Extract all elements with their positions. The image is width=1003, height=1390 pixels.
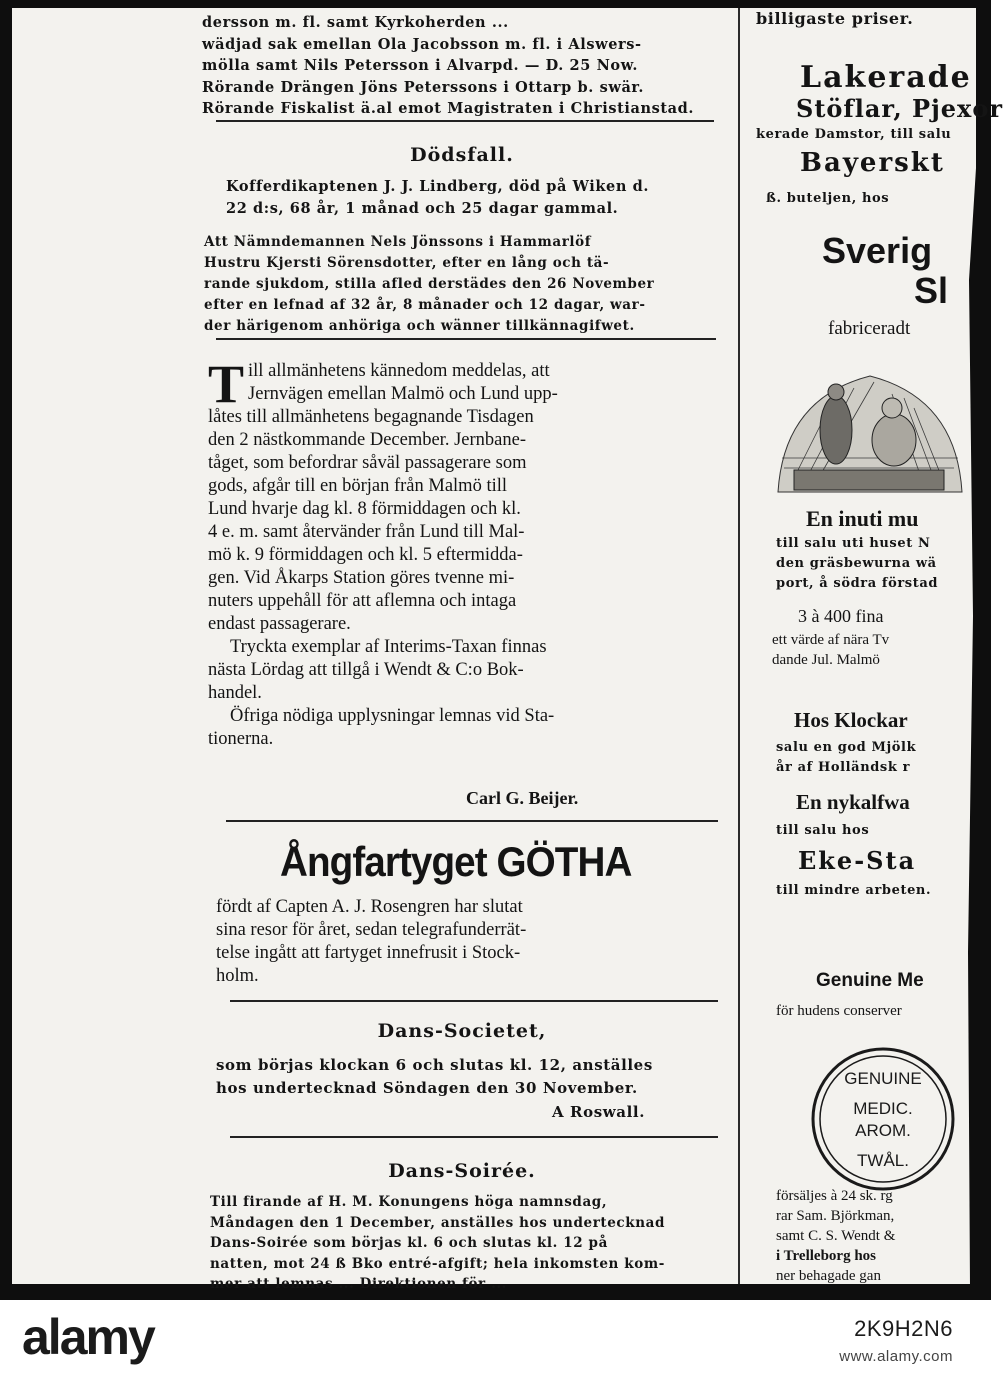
intro-line: wädjad sak emellan Ola Jacobsson m. fl. i Alswers- xyxy=(202,35,642,53)
rc-bayerskt: Bayerskt xyxy=(800,148,945,178)
rc-genuine: Genuine Me xyxy=(816,970,924,991)
intro-line: Rörande Fiskalist ä.al emot Magistraten i Christianstad. xyxy=(202,100,695,117)
railway-line: nästa Lördag att tillgå i Wendt & C:o Bok- xyxy=(208,660,524,680)
stamp-line-3: AROM. xyxy=(855,1121,911,1140)
rc-genuine-sub: för hudens conserver xyxy=(776,1003,902,1019)
ship-line: telse ingått att fartyget innefrusit i Stock- xyxy=(216,943,521,963)
death-line: der härigenom anhöriga och wänner tillkännagifwet. xyxy=(204,318,635,334)
death-line: rande sjukdom, stilla afled derstädes den 26 November xyxy=(204,276,655,292)
railway-line: Öfriga nödiga upplysningar lemnas vid Sta- xyxy=(230,706,555,726)
death-heading: Dödsfall. xyxy=(410,144,514,166)
newspaper-page xyxy=(12,8,1003,1292)
divider xyxy=(230,1136,718,1138)
rc-price-text xyxy=(772,630,889,670)
rc-line: i Trelleborg hos xyxy=(776,1248,877,1264)
dance-soiree-notice xyxy=(210,1192,665,1295)
death-line: 22 d:s, 68 år, 1 månad och 25 dagar gammal. xyxy=(226,199,619,217)
dance-society-line: som börjas klockan 6 och slutas kl. 12, anställes xyxy=(216,1056,653,1074)
death-line: Kofferdikaptenen J. J. Lindberg, död på Wiken d. xyxy=(226,178,650,195)
railway-line: gods, afgår till en början från Malmö till xyxy=(208,476,508,496)
dance-soiree-line: mer att lemnas ... Direktionen för ... xyxy=(210,1276,507,1292)
rc-line: försäljes à 24 sk. rg xyxy=(776,1188,893,1204)
intro-line: dersson m. fl. samt Kyrkoherden ... xyxy=(202,14,509,31)
stamp-line-2: MEDIC. xyxy=(853,1099,913,1118)
dropcap: T xyxy=(208,354,245,414)
rc-hos-klockar: Hos Klockar xyxy=(794,708,908,732)
rc-eke-sub: till mindre arbeten. xyxy=(776,883,932,898)
railway-line: handel. xyxy=(208,683,262,703)
rc-line: ett värde af nära Tv xyxy=(772,632,890,648)
intro-line: mölla samt Nils Petersson i Alvarpd. — D. 25 Now. xyxy=(202,57,638,74)
rc-sverige-2: Sl xyxy=(914,270,949,311)
rc-en-nykalf: En nykalfwa xyxy=(796,790,910,814)
rc-line: samt C. S. Wendt & xyxy=(776,1228,896,1244)
railway-line: tåget, som befordrar såväl passagerare som xyxy=(208,453,527,473)
rc-en-nykalf-sub: till salu hos xyxy=(776,823,870,838)
rc-price: 3 à 400 fina xyxy=(798,606,884,626)
rc-hos-text xyxy=(776,738,916,778)
railway-line: 4 e. m. samt återvänder från Lund till Mal- xyxy=(208,522,525,542)
rc-line: port, å södra förstad xyxy=(776,576,939,591)
ship-title: Ångfartyget GÖTHA xyxy=(280,838,632,885)
divider xyxy=(216,120,714,122)
death-line: efter en lefnad af 32 år, 8 månader och 12 dagar, war- xyxy=(204,297,646,313)
torn-edge xyxy=(964,168,984,1288)
railway-line: endast passagerare. xyxy=(208,614,351,634)
railway-line: ill allmänhetens kännedom meddelas, att xyxy=(248,361,550,381)
railway-signature: Carl G. Beijer. xyxy=(466,788,579,808)
rc-en-inuti: En inuti mu xyxy=(806,506,919,531)
intro-line: Rörande Drängen Jöns Peterssons i Ottarp b. swär. xyxy=(202,78,644,96)
column-rule xyxy=(738,8,740,1284)
rc-en-inuti-text xyxy=(776,534,938,594)
stamp-line-4: TWÅL. xyxy=(857,1151,909,1170)
ship-line: fördt af Capten A. J. Rosengren har slutat xyxy=(216,897,523,917)
railway-line: Jernvägen emellan Malmö och Lund upp- xyxy=(248,384,558,404)
engraving-illustration xyxy=(774,358,966,496)
railway-line: den 2 nästkommande December. Jernbane- xyxy=(208,430,526,450)
dance-soiree-line: natten, mot 24 ß Bko entré-afgift; hela inkomsten kom- xyxy=(210,1255,665,1272)
death-notice-2 xyxy=(204,232,654,337)
dance-soiree-line: Till firande af H. M. Konungens höga namnsdag, xyxy=(210,1194,608,1210)
intro-notices xyxy=(202,12,694,120)
dance-society-heading: Dans-Societet, xyxy=(377,1020,547,1042)
rc-line: rar Sam. Björkman, xyxy=(776,1208,895,1224)
rc-lakerade: Lakerade xyxy=(800,60,972,95)
railway-line: tionerna. xyxy=(208,729,274,749)
railway-line: gen. Vid Åkarps Station göres tvenne mi- xyxy=(208,568,515,588)
rc-sverige: Sverig xyxy=(822,230,933,271)
rc-line: ner behagade gan xyxy=(776,1268,881,1284)
divider xyxy=(230,1000,718,1002)
rc-line: den gräsbewurna wä xyxy=(776,556,937,571)
railway-line: Lund hvarje dag kl. 8 förmiddagen och kl. xyxy=(208,499,521,519)
rc-line: år af Holländsk r xyxy=(776,760,911,775)
genuine-soap-stamp xyxy=(808,1044,958,1194)
death-notice-1 xyxy=(226,176,649,219)
ship-notice xyxy=(216,896,526,988)
death-line: Att Nämndemannen Nels Jönssons i Hammarlöf xyxy=(204,234,592,250)
rc-stoflar: Stöflar, Pjexor xyxy=(796,94,1003,123)
rc-eke-sta: Eke-Sta xyxy=(798,846,917,875)
dance-society-notice xyxy=(216,1054,653,1100)
rc-bayerskt-sub: ß. buteljen, hos xyxy=(766,191,890,206)
rc-stoflar-sub: kerade Damstor, till salu xyxy=(756,127,952,142)
divider xyxy=(216,338,716,340)
rc-bottom-text xyxy=(776,1186,895,1286)
alamy-logo: alamy xyxy=(22,1309,154,1365)
ship-line: sina resor för året, sedan telegrafunderrät- xyxy=(216,920,527,940)
divider xyxy=(226,820,718,822)
dance-soiree-line: Dans-Soirée som börjas kl. 6 och slutas kl. 12 på xyxy=(210,1235,608,1251)
railway-line: mö k. 9 förmiddagen och kl. 5 eftermidda- xyxy=(208,545,523,565)
rc-line: dande Jul. Malmö xyxy=(772,652,880,668)
watermark-url: www.alamy.com xyxy=(839,1348,953,1365)
image-id: 2K9H2N6 xyxy=(854,1316,953,1341)
dance-society-signature: A Roswall. xyxy=(552,1103,646,1121)
railway-line: nuters uppehåll för att aflemna och intaga xyxy=(208,591,517,611)
railway-notice xyxy=(208,354,718,751)
ship-line: holm. xyxy=(216,966,259,986)
death-line: Hustru Kjersti Sörensdotter, efter en lång och tä- xyxy=(204,255,610,271)
rc-line: salu en god Mjölk xyxy=(776,740,917,755)
railway-line: Tryckta exemplar af Interims-Taxan finnas xyxy=(230,637,547,657)
railway-line: låtes till allmänhetens begagnande Tisdagen xyxy=(208,407,534,427)
stamp-line-1: GENUINE xyxy=(844,1069,922,1088)
dance-soiree-heading: Dans-Soirée. xyxy=(388,1160,536,1182)
dance-soiree-line: Måndagen den 1 December, anställes hos undertecknad xyxy=(210,1214,666,1231)
rc-fabricerad: fabriceradt xyxy=(828,318,911,339)
rc-line: till salu uti huset N xyxy=(776,536,931,551)
dance-society-line: hos undertecknad Söndagen den 30 November. xyxy=(216,1079,638,1097)
rc-top-line: billigaste priser. xyxy=(756,9,914,28)
